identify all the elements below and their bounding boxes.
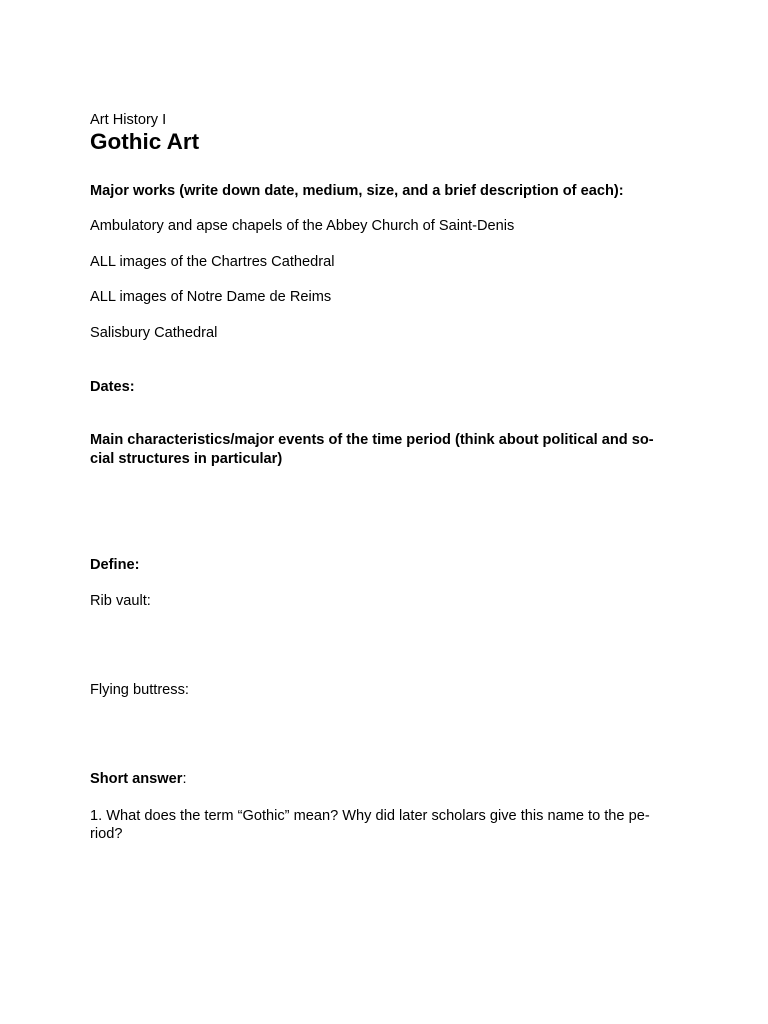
- short-answer-heading-colon: :: [182, 771, 187, 787]
- major-work-item: Salisbury Cathedral: [90, 325, 218, 341]
- short-answer-heading-label: Short answer: [90, 771, 183, 787]
- short-answer-heading: [90, 770, 187, 788]
- main-characteristics-heading-line2: cial structures in particular): [90, 451, 283, 467]
- define-term-flying-buttress: Flying buttress:: [90, 682, 189, 698]
- major-work-item: ALL images of Notre Dame de Reims: [90, 289, 332, 305]
- define-term-rib-vault: Rib vault:: [90, 593, 151, 609]
- page-title: Gothic Art: [90, 129, 200, 154]
- short-answer-question-line1: 1. What does the term “Gothic” mean? Why did later scholars give this name to the pe-: [90, 808, 650, 824]
- short-answer-question-line2: riod?: [90, 826, 123, 842]
- dates-heading: Dates:: [90, 379, 135, 395]
- main-characteristics-heading-line1: Main characteristics/major events of the time period (think about political and so-: [90, 432, 654, 448]
- course-name: Art History I: [90, 112, 167, 128]
- major-work-item: ALL images of the Chartres Cathedral: [90, 254, 335, 270]
- major-work-item: Ambulatory and apse chapels of the Abbey Church of Saint-Denis: [90, 218, 515, 234]
- define-heading: Define:: [90, 557, 140, 573]
- major-works-heading: Major works (write down date, medium, size, and a brief description of each):: [90, 183, 624, 199]
